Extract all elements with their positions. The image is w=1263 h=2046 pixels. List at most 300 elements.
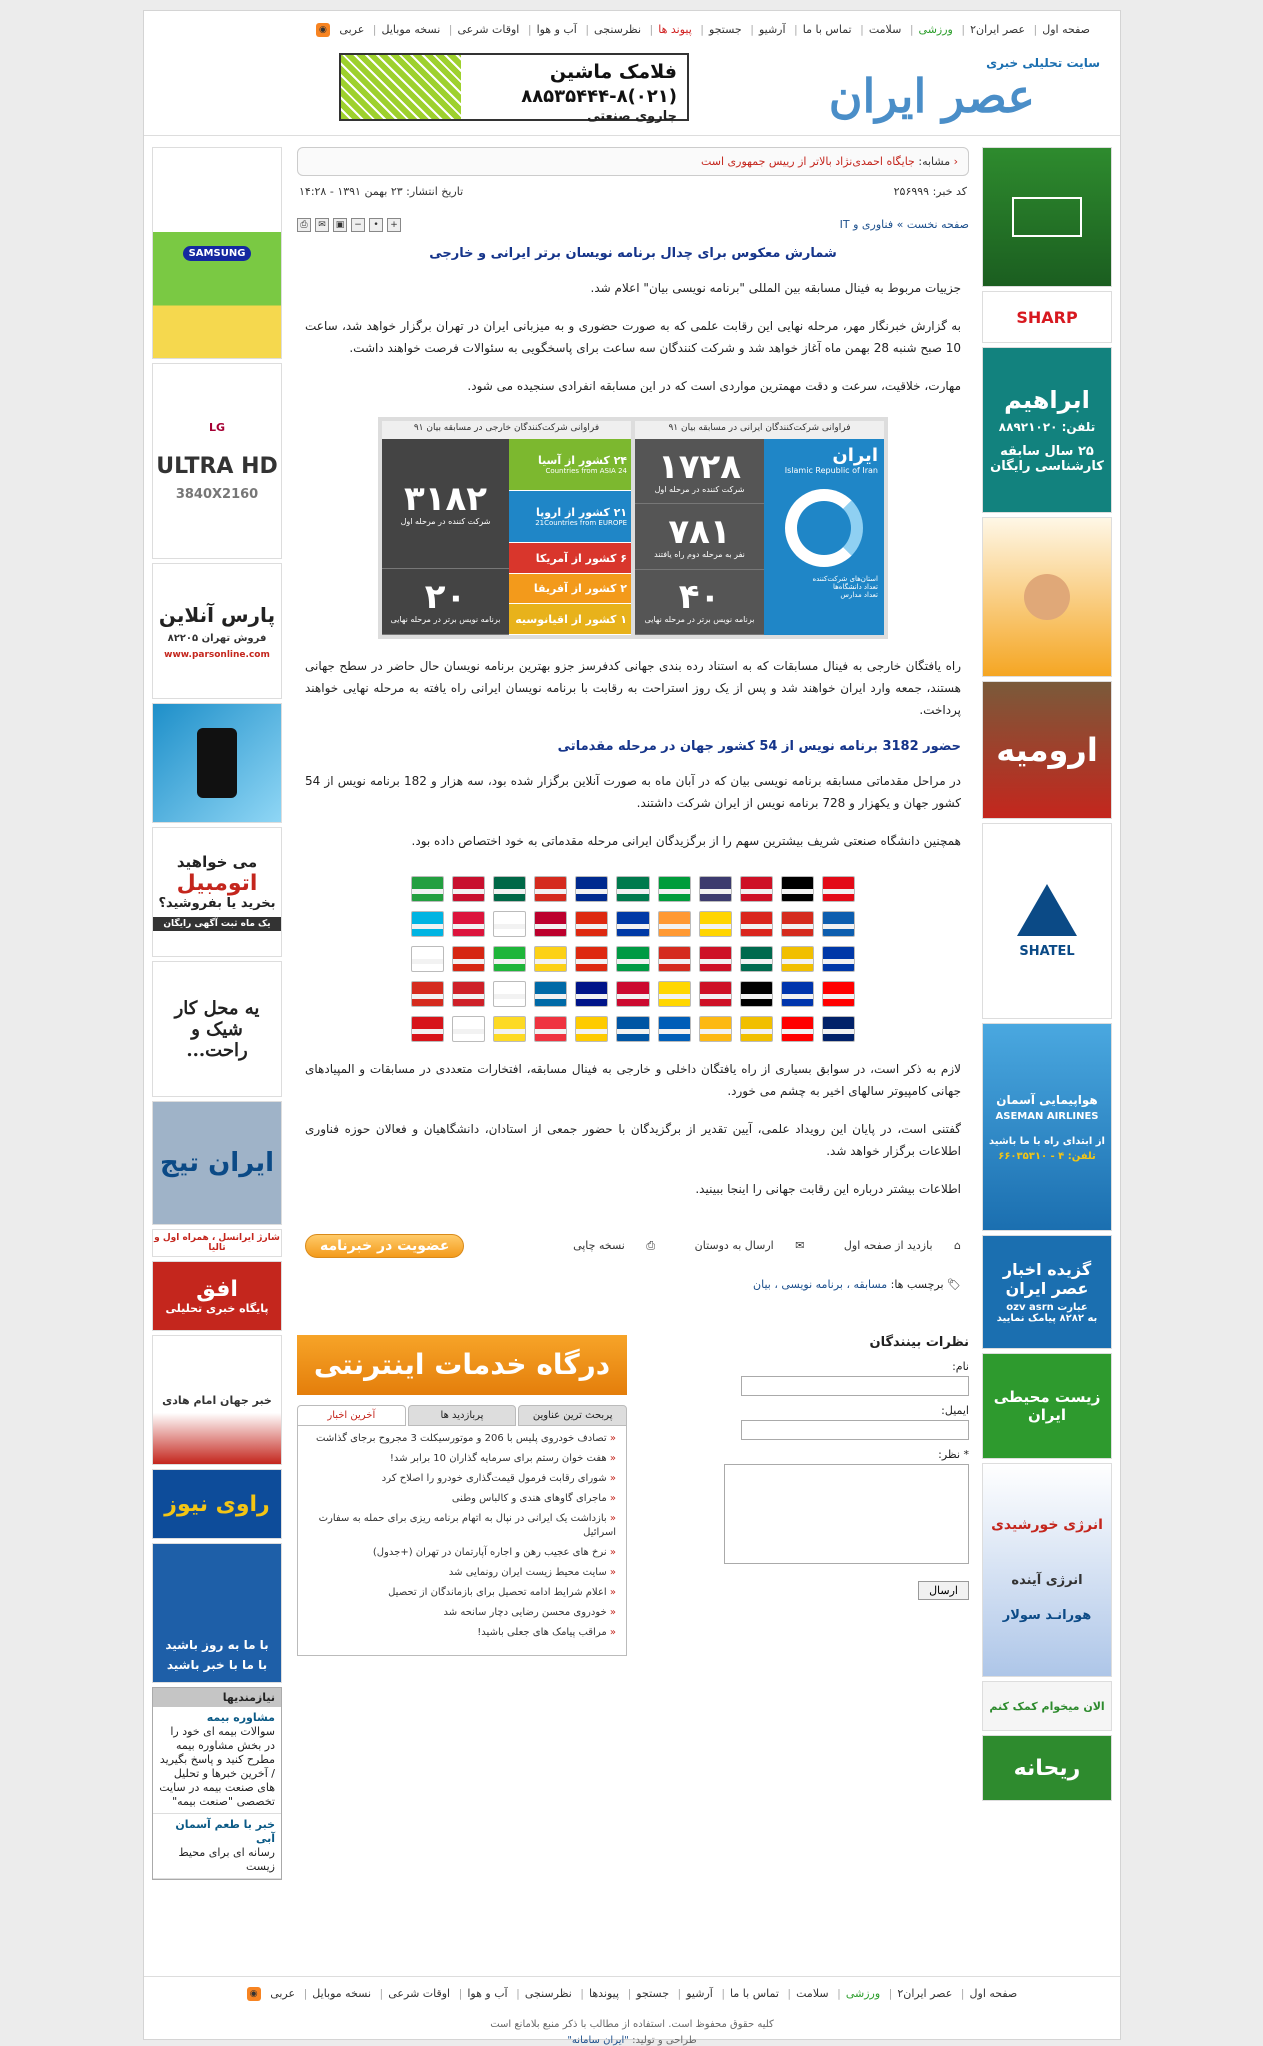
country-flag-icon (740, 946, 773, 972)
foreign-round1-caption: شرکت کننده در مرحله اول (400, 517, 491, 527)
ad-parsonline[interactable] (152, 563, 282, 699)
ad-help-button[interactable]: الان میخوام کمک کنم (982, 1681, 1112, 1731)
ad-sms-news[interactable] (982, 1235, 1112, 1349)
iran-stat-final (635, 570, 764, 635)
internet-services-banner[interactable]: درگاه خدمات اینترنتی (297, 1335, 627, 1395)
article-paragraph: اطلاعات بیشتر درباره این رقابت جهانی را اینجا ببینید. (695, 1182, 961, 1196)
country-flag-icon (781, 1016, 814, 1042)
foreign-round1-number: ۳۱۸۲ (404, 479, 488, 520)
iran-stats (635, 439, 764, 635)
news-list-item[interactable]: « نرخ های عجیب رهن و اجاره آپارتمان در تهران (+جدول) (308, 1546, 616, 1560)
asia-english: 24 Countries from ASIA (545, 467, 627, 476)
asia-label: ۲۴ کشور از آسیا (537, 454, 627, 468)
footer-nav-weather[interactable]: آب و هوا (467, 1987, 508, 2000)
footer-separator: | (303, 1987, 308, 2000)
footer-nav-arabic[interactable]: عربی (270, 1987, 296, 2000)
news-list-item[interactable]: « شورای رقابت فرمول قیمت‌گذاری خودرو را اصلاح کرد (308, 1472, 616, 1486)
iran-panel-header: فراوانی شرکت‌کنندگان ایرانی در مسابقه بیان ۹۱ (635, 421, 884, 439)
newsletter-subscribe-button[interactable]: عضویت در خبرنامه (305, 1234, 464, 1258)
aseman-title: هواپیمایی آسمان (996, 1092, 1098, 1107)
continent-list (509, 439, 631, 635)
left-ad-column (152, 147, 282, 1880)
shatel-logo-icon (1017, 884, 1077, 936)
envelope-icon: ✉ (795, 1239, 805, 1252)
article-toolbar (297, 218, 401, 232)
country-flag-icon (740, 981, 773, 1007)
footer-rss-icon[interactable]: ◉ (247, 1987, 261, 2001)
country-flag-icon (493, 1016, 526, 1042)
ebrahim-phone: تلفن: ۸۸۹۲۱۰۲۰ (998, 420, 1096, 434)
ad-irantech[interactable]: ایران تیج (152, 1101, 282, 1225)
tab-most-viewed[interactable]: پربازدید ها (408, 1405, 517, 1426)
country-flag-icon (699, 946, 732, 972)
send-friends-link[interactable] (677, 1239, 805, 1252)
car-ad-line3: بخرید یا بفروشید؟ (158, 896, 276, 911)
country-flag-icon (822, 876, 855, 902)
env-line1: زیست محیطی (993, 1388, 1101, 1406)
article-paragraph: همچنین دانشگاه صنعتی شریف بیشترین سهم را از برگزیدگان ایرانی مرحله مقدماتی به خود اختصاص داده بود. (411, 834, 961, 848)
comment-field-wrap (724, 1448, 969, 1567)
country-flag-icon (575, 981, 608, 1007)
nav-sports[interactable]: ورزشی (918, 23, 953, 36)
designer-link[interactable]: "ایران سامانه" (567, 2035, 629, 2046)
sms-line3: عبارت ozv asrn (1006, 1302, 1088, 1313)
email-label: ایمیل: (941, 1404, 969, 1417)
country-flag-icon (822, 981, 855, 1007)
ofogh-title: افق (196, 1277, 238, 1302)
country-flag-icon (616, 876, 649, 902)
article-paragraph: گفتنی است، در پایان این رویداد علمی، آیین تقدیر از برگزیدگان با حضور جمعی از استادان، دانشگاهیان و فعالان حوزه فناوری اطلاعات برگزار خواهد شد. (305, 1122, 961, 1158)
news-list-item[interactable]: « مراقب پیامک های جعلی باشید! (308, 1626, 616, 1640)
footer-nav-prayer[interactable]: اوقات شرعی (388, 1987, 451, 2000)
country-flag-icon (699, 911, 732, 937)
footer-separator: | (580, 1987, 585, 2000)
nav-asriran2[interactable]: عصر ایران۲ (970, 23, 1026, 36)
article-paragraph: لازم به ذکر است، در سوابق بسیاری از راه یافتگان داخلی و خارجی به فینال مسابقه، افتخارات متعددی در مسابقات و المپیادهای جهانی کامپیوتر سالهای اخیر به چشم می خورد. (305, 1062, 961, 1098)
comments-form (724, 1335, 969, 1656)
footer-nav-mobile[interactable]: نسخه موبایل (312, 1987, 372, 2000)
country-flag-icon (575, 911, 608, 937)
country-flag-icon (493, 876, 526, 902)
nav-separator: | (372, 23, 377, 36)
news-tabs (297, 1405, 627, 1426)
tag-icon: 🏷 (947, 1278, 961, 1291)
country-flag-icon (452, 1016, 485, 1042)
solar-line3: هورانـد سولار (1002, 1608, 1092, 1623)
footer-separator: | (516, 1987, 520, 2000)
country-flag-icon (534, 946, 567, 972)
country-flag-icon (534, 981, 567, 1007)
ad-ofogh[interactable] (152, 1261, 282, 1331)
ad-environment[interactable] (982, 1353, 1112, 1459)
country-flag-icon (534, 1016, 567, 1042)
footer-nav-sports[interactable]: ورزشی (845, 1987, 881, 2000)
country-flag-icon (658, 876, 691, 902)
nav-separator: | (794, 23, 798, 36)
continent-oceania: ۱ کشور از اقیانوسیه (509, 604, 631, 635)
classifieds-item-text: سوالات بیمه ای خود را در بخش مشاوره بیمه مطرح کنید و پاسخ بگیرید / آخرین خبرها و تحلیل های صنعت بیمه در سایت تخصصی "صنعت بیمه" (159, 1725, 275, 1808)
parsonline-title: پارس آنلاین (158, 602, 276, 627)
print-link[interactable] (555, 1239, 655, 1252)
goal-icon (1012, 197, 1082, 237)
comment-label: * نظر: (938, 1448, 969, 1461)
iran-stat-round1 (635, 439, 764, 504)
foreign-panel-body (382, 439, 631, 635)
country-flag-icon (658, 911, 691, 937)
header-ad-banner[interactable] (339, 53, 689, 124)
person-icon (1024, 574, 1070, 620)
country-flag-icon (699, 876, 732, 902)
ad-rawi-news[interactable]: راوی نیوز (152, 1469, 282, 1539)
nav-separator: | (961, 23, 966, 36)
lg-logo: LG (208, 420, 226, 434)
tab-most-discussed[interactable]: پربحث ترین عناوین (518, 1405, 627, 1426)
footer-separator: | (379, 1987, 384, 2000)
foreign-final-number: ۲۰ (424, 577, 467, 618)
news-list-item[interactable]: « بازداشت یک ایرانی در نپال به اتهام برنامه ریزی برای حمله به سفارت اسرائیل (308, 1512, 616, 1540)
country-flag-icon (493, 981, 526, 1007)
article-tools-row (297, 218, 969, 232)
iran-panel-body (635, 439, 884, 635)
publish-date-label: تاریخ انتشار: (406, 185, 464, 198)
ad-sharp[interactable]: SHARP (982, 291, 1112, 343)
header-ad-line2: جاروی صنعتی (587, 109, 677, 124)
save-icon[interactable]: ▣ (333, 218, 347, 232)
continent-asia (509, 439, 631, 491)
country-flag-icon (575, 876, 608, 902)
ofogh-subtitle: پایگاه خبری تحلیلی (165, 1302, 269, 1315)
country-flag-icon (616, 1016, 649, 1042)
classifieds-item-title[interactable]: خبر با طعم آسمان آبی (175, 1818, 275, 1845)
iran-final-number: ۴۰ (678, 577, 721, 618)
sms-line2: عصر ایران (1005, 1279, 1089, 1298)
print-icon[interactable]: ⎙ (297, 218, 311, 232)
nav-prayer[interactable]: اوقات شرعی (457, 23, 520, 36)
continent-africa: ۲ کشور از آفریقا (509, 574, 631, 605)
country-flag-icon (411, 876, 444, 902)
publish-date-value: ۲۳ بهمن ۱۳۹۱ - ۱۴:۲۸ (299, 185, 403, 198)
news-code-label: کد خبر: (932, 185, 967, 198)
iran-name: ایران (832, 445, 878, 466)
country-flag-icon (411, 1016, 444, 1042)
legend-schools: تعداد مدارس (840, 591, 878, 599)
classifieds-item[interactable] (153, 1814, 281, 1879)
comment-textarea[interactable] (724, 1464, 969, 1564)
nav-search[interactable]: جستجو (709, 23, 742, 36)
country-flag-icon (781, 946, 814, 972)
country-flag-icon (493, 911, 526, 937)
copyright-label: طراحی و تولید: (632, 2035, 697, 2046)
country-flag-icon (699, 981, 732, 1007)
footer-nav-search[interactable]: جستجو (636, 1987, 670, 2000)
nav-separator: | (750, 23, 754, 36)
tab-latest-news[interactable]: آخرین اخبار (297, 1405, 406, 1426)
country-flag-icon (781, 876, 814, 902)
foreign-stats (382, 439, 509, 635)
name-input[interactable] (741, 1376, 969, 1396)
classifieds-box (152, 1687, 282, 1880)
name-field-wrap (724, 1360, 969, 1396)
send-friends-label: ارسال به دوستان (694, 1239, 774, 1252)
print-label: نسخه چاپی (573, 1239, 625, 1252)
nav-separator: | (860, 23, 864, 36)
ad-car-classifieds[interactable] (152, 827, 282, 957)
font-reset-icon[interactable]: • (369, 218, 383, 232)
copyright-line2 (144, 2033, 1120, 2046)
publish-date (299, 185, 463, 198)
country-flag-icon (740, 911, 773, 937)
footer-nav-poll[interactable]: نظرسنجی (524, 1987, 572, 2000)
sms-line4: به ۸۲۸۲ پیامک نمایید (996, 1313, 1098, 1324)
related-label: مشابه: (918, 155, 951, 168)
footer-nav-links[interactable]: پیوندها (589, 1987, 620, 2000)
site-footer (144, 1976, 1120, 2046)
car-ad-line4: یک ماه ثبت آگهی رایگان (153, 917, 281, 931)
email-icon[interactable]: ✉ (315, 218, 329, 232)
related-news-bar[interactable] (297, 147, 969, 176)
competition-infographic (378, 417, 888, 639)
nav-separator: | (585, 23, 590, 36)
nav-separator: | (1033, 23, 1038, 36)
country-flag-icon (493, 946, 526, 972)
tennis-ball-image (341, 55, 461, 119)
foreign-stat-round1 (382, 439, 509, 569)
iran-final-caption: برنامه نویس برتر در مرحله نهایی (644, 615, 755, 625)
send-comment-button[interactable]: ارسال (918, 1581, 969, 1600)
ultra-hd-text: ULTRA HD (156, 453, 278, 479)
article-action-links (537, 1239, 961, 1253)
parsonline-url: www.parsonline.com (164, 649, 270, 660)
footer-separator: | (888, 1987, 893, 2000)
article-meta (297, 185, 969, 198)
country-flag-icon (452, 911, 485, 937)
footer-nav-asriran2[interactable]: عصر ایران۲ (897, 1987, 953, 2000)
legend-provinces: استان‌های شرکت‌کننده (812, 575, 878, 583)
footer-nav-contact[interactable]: تماس با ما (730, 1987, 779, 2000)
solar-line2: انرژی آینده (1011, 1573, 1083, 1588)
country-flag-icon (822, 911, 855, 937)
ad-charge[interactable]: شارژ ایرانسل ، همراه اول و تالیا (152, 1229, 282, 1257)
country-flag-icon (575, 1016, 608, 1042)
country-flag-icon (658, 981, 691, 1007)
news-code (894, 185, 967, 198)
country-flag-icon (822, 1016, 855, 1042)
parsonline-phone: فروش تهران ۸۲۲۰۵ (167, 632, 267, 644)
font-decrease-icon[interactable]: − (351, 218, 365, 232)
article-paragraph: به گزارش خبرنگار مهر، مرحله نهایی این رقابت علمی که به صورت حضوری و به میزبانی ایران در تهران برگزار خواهد شد، ساعت 10 صبح شنبه 28 بهمن ماه آغاز خواهد شد و شرکت کنندگان سه ساعت برای پاسخگویی به سئوالات فرصت خواهند داشت. (305, 319, 961, 355)
iran-participants-panel (635, 421, 884, 635)
name-label: نام: (952, 1360, 969, 1373)
site-header (144, 11, 1120, 136)
country-flag-icon (740, 1016, 773, 1042)
shatel-name: SHATEL (1019, 943, 1075, 959)
ad-reyhaneh[interactable]: ریحانه (982, 1735, 1112, 1801)
nav-links[interactable]: پیوند ها (658, 23, 692, 36)
continent-america: ۶ کشور از آمریکا (509, 543, 631, 574)
nav-separator: | (448, 23, 453, 36)
article-title: شمارش معکوس برای چدال برنامه نویسان برتر ایرانی و خارجی (429, 246, 837, 261)
nav-separator: | (909, 23, 914, 36)
ad-aseman-airlines[interactable] (982, 1023, 1112, 1231)
article-paragraph: در مراحل مقدماتی مسابقه برنامه نویسی بیان که در آبان ماه به صورت آنلاین برگزار شده بود، سه هزار و 182 برنامه نویس از 54 کشور جهان و یکهزار و 728 برنامه نویس از ایران شرکت داشتند. (305, 774, 961, 810)
ad-ebrahim[interactable] (982, 347, 1112, 513)
top-navigation (316, 23, 1090, 37)
country-flag-icon (452, 876, 485, 902)
classifieds-item-title[interactable]: مشاوره بیمه (206, 1711, 275, 1724)
foreign-final-caption: برنامه نویس برتر در مرحله نهایی (390, 615, 501, 625)
news-list-item[interactable]: « اعلام شرایط ادامه تحصیل برای بازماندگان از تحصیل (308, 1586, 616, 1600)
nav-archive[interactable]: آرشیو (758, 23, 786, 36)
ad-football[interactable] (982, 147, 1112, 287)
copyright (144, 2017, 1120, 2046)
ad-handwritten[interactable]: یه محل کار شیک و راحت... (152, 961, 282, 1097)
font-increase-icon[interactable]: + (387, 218, 401, 232)
iran-round2-number: ۷۸۱ (668, 511, 731, 552)
europe-english: 21Countries from EUROPE (535, 519, 627, 528)
news-list-item[interactable]: « سایت محیط زیست ایران رونمایی شد (308, 1566, 616, 1580)
article-paragraph: مهارت، خلاقیت، سرعت و دقت مهمترین مواردی است که در این مسابقه انفرادی سنجیده می شود. (467, 379, 961, 393)
ad-solar-energy[interactable] (982, 1463, 1112, 1677)
iran-box (764, 439, 884, 635)
printer-icon: ⎙ (646, 1239, 656, 1252)
ad-phone-image[interactable] (152, 703, 282, 823)
country-flag-icon (616, 946, 649, 972)
footer-separator: | (458, 1987, 463, 2000)
tags-links[interactable]: مسابقه ، برنامه نویسی ، بیان (753, 1278, 888, 1291)
home-icon: ⌂ (954, 1239, 961, 1252)
car-ad-line2: اتومبیل (176, 871, 258, 896)
news-list-item[interactable]: « ماجرای گاوهای هندی و کالباس وطنی (308, 1492, 616, 1506)
visit-home-label: بازدید از صفحه اول (843, 1239, 933, 1252)
news-code-value: ۲۵۶۹۹۹ (893, 185, 930, 198)
rss-icon[interactable]: ◉ (316, 23, 330, 37)
footer-separator: | (677, 1987, 682, 2000)
aseman-phone: تلفن: ۴ - ۶۶۰۳۵۳۱۰ (998, 1150, 1096, 1162)
country-flag-icon (411, 911, 444, 937)
footer-separator: | (627, 1987, 632, 2000)
right-ad-column (982, 147, 1112, 1805)
news-tabs-box (297, 1335, 627, 1656)
smartphone-icon (197, 728, 237, 798)
aseman-subtitle: از ابتدای راه با ما باشید (989, 1135, 1105, 1147)
news-list-item[interactable]: « هفت خوان رستم برای سرمایه گذاران 10 برابر شد! (308, 1452, 616, 1466)
article-paragraph: راه یافتگان خارجی به فینال مسابقات که به استناد رده بندی جهانی کدفرسز جزو بهترین برنامه نویسان حال حاضر در سطح جهانی هستند، جمعه وارد ایران خواهند شد و پس از یک روز استراحت به رقابت با برنامه نویسان ایرانی راه یافته به مرحله نهایی خواهند پرداخت. (305, 659, 961, 717)
footer-nav-health[interactable]: سلامت (796, 1987, 829, 2000)
article-subheading: حضور 3182 برنامه نویس از 54 کشور جهان در مرحله مقدماتی (557, 739, 961, 754)
foreign-panel-header: فراوانی شرکت‌کنندگان خارجی در مسابقه بیان ۹۱ (382, 421, 631, 439)
country-flag-icon (781, 981, 814, 1007)
donut-chart-icon (785, 489, 863, 567)
nav-separator: | (700, 23, 705, 36)
ebrahim-title: ابراهیم (1004, 386, 1090, 414)
ad-urmia[interactable]: ارومیه (982, 681, 1112, 819)
header-ad-text (461, 55, 687, 124)
car-ad-line1: می خواهید (176, 853, 258, 871)
page-container (143, 10, 1121, 2046)
chevron-left-icon: ‹ (953, 155, 958, 168)
nav-mobile[interactable]: نسخه موبایل (381, 23, 441, 36)
country-flag-icon (452, 981, 485, 1007)
country-flag-icon (781, 911, 814, 937)
samsung-logo: SAMSUNG (183, 246, 252, 261)
nav-health[interactable]: سلامت (868, 23, 902, 36)
europe-label: ۲۱ کشور از اروپا (535, 506, 627, 520)
article-lead: جزییات مربوط به فینال مسابقه بین المللی "برنامه نویسی بیان" اعلام شد. (590, 281, 961, 295)
foreign-participants-panel (382, 421, 631, 635)
nav-poll[interactable]: نظرسنجی (594, 23, 642, 36)
nav-contact[interactable]: تماس با ما (802, 23, 852, 36)
ad-man-photo[interactable] (982, 517, 1112, 677)
site-logo[interactable]: عصر ایران (828, 69, 1035, 123)
latest-news-list (297, 1426, 627, 1656)
header-ad-line1: فلامک ماشین (549, 61, 677, 83)
country-flag-icon (740, 876, 773, 902)
footer-navigation (144, 1987, 1120, 2001)
resolution-text: 3840X2160 (175, 486, 259, 502)
footer-separator: | (837, 1987, 841, 2000)
nav-weather[interactable]: آب و هوا (536, 23, 577, 36)
footer-nav-home[interactable]: صفحه اول (969, 1987, 1018, 2000)
email-input[interactable] (741, 1420, 969, 1440)
sms-line1: گزیده اخبار (1002, 1260, 1092, 1279)
country-flag-icon (616, 911, 649, 937)
country-flag-icon (658, 946, 691, 972)
copyright-line1: کلیه حقوق محفوظ است. استفاده از مطالب با ذکر منبع بلامانع است (490, 2019, 774, 2030)
country-flag-icon (411, 946, 444, 972)
logo-tagline: سایت تحلیلی خبری (986, 56, 1100, 70)
footer-nav-archive[interactable]: آرشیو (686, 1987, 713, 2000)
footer-separator: | (787, 1987, 792, 2000)
classifieds-item-text: رسانه ای برای محیط زیست (178, 1846, 275, 1873)
country-flag-icon (658, 1016, 691, 1042)
env-line2: ایران (1027, 1406, 1067, 1424)
ebrahim-subtitle: ۲۵ سال سابقه کارشناسی رایگان (990, 444, 1104, 474)
visit-home-link[interactable] (826, 1239, 961, 1252)
aseman-english: ASEMAN AIRLINES (995, 1110, 1099, 1122)
asre-line1: با ما به روز باشید (165, 1638, 269, 1652)
ad-samsung[interactable] (152, 147, 282, 359)
related-link[interactable]: جایگاه احمدی‌نژاد بالاتر از رییس جمهوری است (700, 155, 915, 168)
comments-title: نظرات بینندگان (869, 1335, 969, 1350)
nav-separator: | (649, 23, 654, 36)
country-flag-icon (575, 946, 608, 972)
nav-separator: | (527, 23, 532, 36)
news-list-item[interactable]: « خودروی محسن رضایی دچار سانحه شد (308, 1606, 616, 1620)
nav-arabic[interactable]: عربی (339, 23, 365, 36)
country-flag-icon (699, 1016, 732, 1042)
iran-round2-caption: نفر به مرحله دوم راه یافتند (654, 549, 745, 559)
ad-shatel[interactable] (982, 823, 1112, 1019)
iran-round1-number: ۱۷۲۸ (658, 446, 742, 487)
news-list-item[interactable]: « تصادف خودروی پلیس با 206 و موتورسیکلت 3 مجروح برجای گذاشت (308, 1432, 616, 1446)
breadcrumb[interactable]: صفحه نخست » فناوری و IT (839, 218, 969, 231)
header-ad-phone: (۰۲۱)۸۸۵۳۵۴۴۴-۸ (521, 86, 677, 107)
nav-home[interactable]: صفحه اول (1042, 23, 1090, 36)
country-flag-icon (452, 946, 485, 972)
footer-separator: | (960, 1987, 965, 2000)
ad-asre-khabar[interactable] (152, 1543, 282, 1683)
article-bottom (297, 1335, 969, 1656)
ad-lg-ultrahd[interactable] (152, 363, 282, 559)
article-actions (297, 1234, 969, 1258)
classifieds-item[interactable] (153, 1707, 281, 1814)
country-flag-icon (534, 911, 567, 937)
iran-stat-round2 (635, 504, 764, 569)
article-tags (297, 1278, 969, 1291)
country-flag-icon (822, 946, 855, 972)
ad-khabar[interactable]: خبر جهان امام هادی (152, 1335, 282, 1465)
country-flag-icon (616, 981, 649, 1007)
